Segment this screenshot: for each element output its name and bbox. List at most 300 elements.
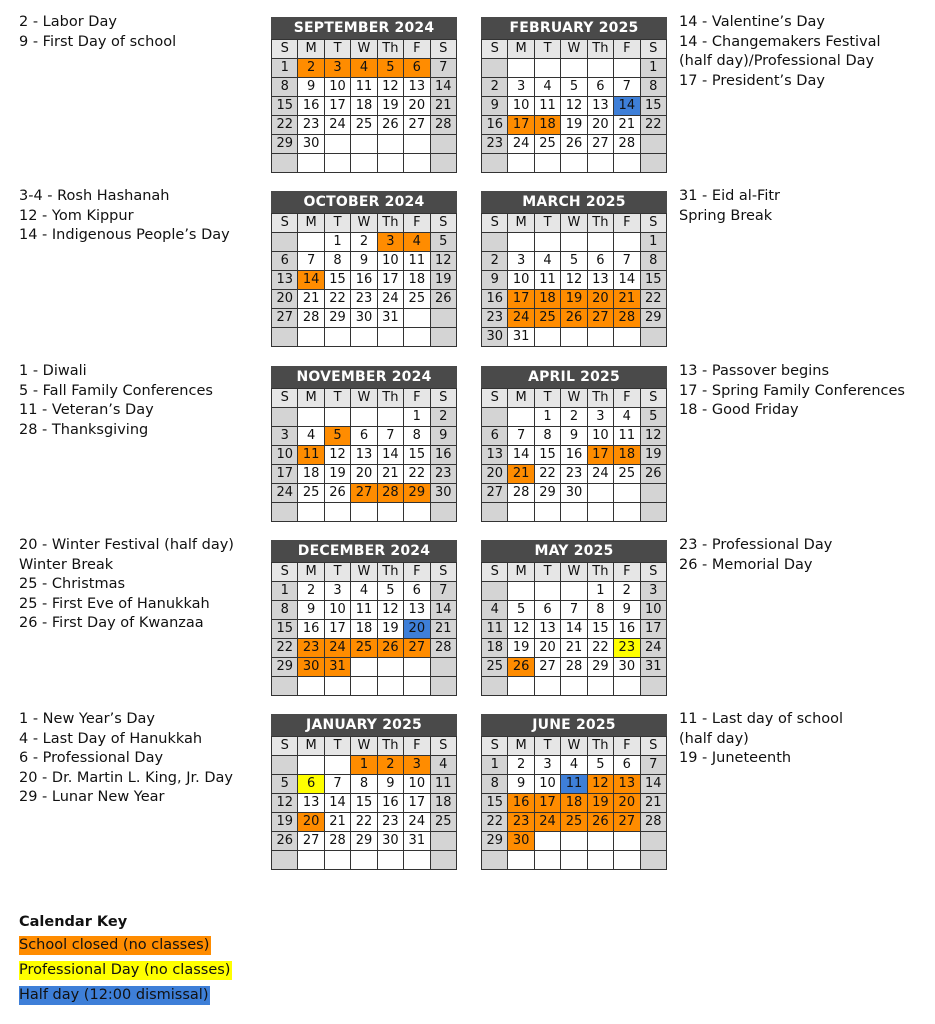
day-cell: 3 bbox=[324, 582, 350, 601]
day-cell: 24 bbox=[640, 639, 666, 658]
day-cell: 12 bbox=[377, 78, 403, 97]
key-closed: School closed (no classes) bbox=[19, 937, 210, 953]
note-line: 13 - Passover begins bbox=[679, 363, 830, 379]
month-grid bbox=[481, 562, 667, 696]
day-cell: 6 bbox=[587, 252, 613, 271]
note-line: 18 - Good Friday bbox=[679, 402, 799, 418]
day-cell: 21 bbox=[614, 290, 640, 309]
weekday-header: T bbox=[534, 40, 560, 59]
day-cell: 30 bbox=[614, 658, 640, 677]
day-cell: 15 bbox=[272, 620, 298, 639]
month-calendar bbox=[481, 191, 667, 347]
notes-left-4 bbox=[19, 710, 233, 808]
day-cell: 1 bbox=[640, 233, 666, 252]
key-half-day: Half day (12:00 dismissal) bbox=[19, 987, 209, 1003]
day-cell: 23 bbox=[298, 639, 324, 658]
day-cell: 6 bbox=[272, 252, 298, 271]
day-cell: 21 bbox=[614, 116, 640, 135]
empty-cell bbox=[430, 658, 456, 677]
empty-cell bbox=[324, 154, 350, 173]
day-cell: 6 bbox=[404, 59, 430, 78]
note-line: 28 - Thanksgiving bbox=[19, 421, 149, 438]
note-line: 25 - Christmas bbox=[19, 576, 126, 592]
weekday-header: S bbox=[430, 737, 456, 756]
note-line: 14 - Changemakers Festival bbox=[679, 33, 881, 50]
day-cell: 5 bbox=[377, 582, 403, 601]
month-title: MAY 2025 bbox=[481, 540, 667, 562]
day-cell: 22 bbox=[587, 639, 613, 658]
weekday-header: Th bbox=[377, 389, 403, 408]
calendar-key-title: Calendar Key bbox=[19, 914, 128, 930]
note-line: 6 - Professional Day bbox=[19, 750, 164, 766]
month-calendar bbox=[481, 366, 667, 522]
empty-cell bbox=[614, 233, 640, 252]
empty-cell bbox=[404, 503, 430, 522]
empty-cell bbox=[377, 154, 403, 173]
day-cell: 21 bbox=[430, 97, 456, 116]
weekday-header: T bbox=[324, 40, 350, 59]
empty-cell bbox=[377, 851, 403, 870]
empty-cell bbox=[272, 677, 298, 696]
note-line: 12 - Yom Kippur bbox=[19, 207, 134, 224]
empty-cell bbox=[298, 154, 324, 173]
day-cell: 11 bbox=[351, 78, 377, 97]
empty-cell bbox=[324, 328, 350, 347]
empty-cell bbox=[640, 154, 666, 173]
day-cell: 14 bbox=[430, 78, 456, 97]
day-cell: 20 bbox=[614, 794, 640, 813]
day-cell: 7 bbox=[430, 582, 456, 601]
note-line: Winter Break bbox=[19, 556, 114, 573]
notes-right-0 bbox=[679, 13, 881, 91]
day-cell: 8 bbox=[324, 252, 350, 271]
weekday-header: F bbox=[614, 214, 640, 233]
month-calendar bbox=[481, 714, 667, 870]
empty-cell bbox=[482, 677, 508, 696]
month-title: SEPTEMBER 2024 bbox=[271, 17, 457, 39]
day-cell: 1 bbox=[587, 582, 613, 601]
month-title: DECEMBER 2024 bbox=[271, 540, 457, 562]
empty-cell bbox=[404, 851, 430, 870]
day-cell: 27 bbox=[587, 135, 613, 154]
weekday-header: S bbox=[482, 737, 508, 756]
empty-cell bbox=[377, 503, 403, 522]
empty-cell bbox=[587, 154, 613, 173]
day-cell: 26 bbox=[561, 309, 587, 328]
day-cell: 2 bbox=[351, 233, 377, 252]
weekday-header: M bbox=[298, 563, 324, 582]
empty-cell bbox=[377, 677, 403, 696]
day-cell: 16 bbox=[482, 116, 508, 135]
day-cell: 14 bbox=[561, 620, 587, 639]
day-cell: 29 bbox=[482, 832, 508, 851]
day-cell: 20 bbox=[587, 116, 613, 135]
day-cell: 23 bbox=[351, 290, 377, 309]
day-cell: 20 bbox=[587, 290, 613, 309]
day-cell: 11 bbox=[561, 775, 587, 794]
weekday-header: M bbox=[298, 737, 324, 756]
day-cell: 18 bbox=[351, 620, 377, 639]
day-cell: 16 bbox=[298, 97, 324, 116]
day-cell: 30 bbox=[377, 832, 403, 851]
day-cell: 22 bbox=[534, 465, 560, 484]
day-cell: 29 bbox=[272, 658, 298, 677]
day-cell: 28 bbox=[430, 639, 456, 658]
day-cell: 17 bbox=[534, 794, 560, 813]
notes-left-0 bbox=[19, 13, 176, 52]
empty-cell bbox=[482, 59, 508, 78]
day-cell: 16 bbox=[298, 620, 324, 639]
empty-cell bbox=[561, 59, 587, 78]
empty-cell bbox=[482, 582, 508, 601]
empty-cell bbox=[324, 408, 350, 427]
empty-cell bbox=[272, 154, 298, 173]
key-professional-day: Professional Day (no classes) bbox=[19, 962, 231, 978]
weekday-header: S bbox=[640, 214, 666, 233]
day-cell: 2 bbox=[561, 408, 587, 427]
day-cell: 26 bbox=[377, 639, 403, 658]
month-calendar bbox=[271, 191, 457, 347]
day-cell: 29 bbox=[324, 309, 350, 328]
empty-cell bbox=[404, 309, 430, 328]
weekday-header: W bbox=[561, 737, 587, 756]
empty-cell bbox=[351, 658, 377, 677]
empty-cell bbox=[351, 154, 377, 173]
empty-cell bbox=[324, 756, 350, 775]
day-cell: 2 bbox=[298, 582, 324, 601]
day-cell: 9 bbox=[351, 252, 377, 271]
note-line: 11 - Last day of school bbox=[679, 711, 844, 727]
empty-cell bbox=[534, 503, 560, 522]
note-line: 11 - Veteran’s Day bbox=[19, 402, 154, 418]
weekday-header: S bbox=[272, 389, 298, 408]
notes-right-3 bbox=[679, 536, 832, 575]
empty-cell bbox=[587, 233, 613, 252]
day-cell: 1 bbox=[351, 756, 377, 775]
day-cell: 28 bbox=[298, 309, 324, 328]
day-cell: 2 bbox=[508, 756, 534, 775]
note-line: 26 - First Day of Kwanzaa bbox=[19, 615, 204, 631]
note-line: 26 - Memorial Day bbox=[679, 556, 813, 573]
day-cell: 9 bbox=[508, 775, 534, 794]
empty-cell bbox=[640, 328, 666, 347]
day-cell: 9 bbox=[482, 271, 508, 290]
day-cell: 4 bbox=[482, 601, 508, 620]
weekday-header: Th bbox=[587, 563, 613, 582]
day-cell: 22 bbox=[351, 813, 377, 832]
day-cell: 12 bbox=[324, 446, 350, 465]
empty-cell bbox=[404, 154, 430, 173]
day-cell: 15 bbox=[324, 271, 350, 290]
weekday-header: T bbox=[324, 737, 350, 756]
weekday-header: M bbox=[298, 214, 324, 233]
empty-cell bbox=[561, 328, 587, 347]
day-cell: 8 bbox=[640, 252, 666, 271]
weekday-header: Th bbox=[587, 214, 613, 233]
weekday-header: Th bbox=[377, 737, 403, 756]
weekday-header: W bbox=[351, 389, 377, 408]
day-cell: 23 bbox=[508, 813, 534, 832]
day-cell: 25 bbox=[404, 290, 430, 309]
note-line: 23 - Professional Day bbox=[679, 537, 833, 553]
notes-right-2 bbox=[679, 362, 905, 421]
day-cell: 3 bbox=[534, 756, 560, 775]
empty-cell bbox=[404, 135, 430, 154]
day-cell: 24 bbox=[587, 465, 613, 484]
day-cell: 28 bbox=[561, 658, 587, 677]
day-cell: 19 bbox=[377, 620, 403, 639]
day-cell: 3 bbox=[508, 252, 534, 271]
empty-cell bbox=[534, 582, 560, 601]
weekday-header: F bbox=[404, 563, 430, 582]
day-cell: 27 bbox=[534, 658, 560, 677]
notes-left-1 bbox=[19, 187, 230, 246]
day-cell: 5 bbox=[561, 78, 587, 97]
weekday-header: Th bbox=[587, 40, 613, 59]
day-cell: 7 bbox=[298, 252, 324, 271]
day-cell: 10 bbox=[377, 252, 403, 271]
weekday-header: S bbox=[482, 40, 508, 59]
weekday-header: T bbox=[534, 737, 560, 756]
note-line: 20 - Dr. Martin L. King, Jr. Day bbox=[19, 769, 233, 786]
day-cell: 2 bbox=[614, 582, 640, 601]
day-cell: 19 bbox=[272, 813, 298, 832]
empty-cell bbox=[614, 503, 640, 522]
empty-cell bbox=[614, 59, 640, 78]
day-cell: 19 bbox=[324, 465, 350, 484]
day-cell: 17 bbox=[377, 271, 403, 290]
day-cell: 26 bbox=[430, 290, 456, 309]
weekday-header: F bbox=[404, 737, 430, 756]
day-cell: 21 bbox=[430, 620, 456, 639]
day-cell: 22 bbox=[324, 290, 350, 309]
day-cell: 13 bbox=[614, 775, 640, 794]
day-cell: 29 bbox=[534, 484, 560, 503]
day-cell: 5 bbox=[640, 408, 666, 427]
day-cell: 16 bbox=[508, 794, 534, 813]
weekday-header: S bbox=[430, 563, 456, 582]
empty-cell bbox=[534, 59, 560, 78]
day-cell: 8 bbox=[272, 601, 298, 620]
day-cell: 3 bbox=[508, 78, 534, 97]
weekday-header: F bbox=[614, 737, 640, 756]
empty-cell bbox=[640, 503, 666, 522]
day-cell: 30 bbox=[508, 832, 534, 851]
empty-cell bbox=[482, 154, 508, 173]
day-cell: 28 bbox=[614, 309, 640, 328]
weekday-header: Th bbox=[587, 737, 613, 756]
empty-cell bbox=[272, 503, 298, 522]
empty-cell bbox=[351, 677, 377, 696]
day-cell: 21 bbox=[640, 794, 666, 813]
day-cell: 1 bbox=[534, 408, 560, 427]
day-cell: 1 bbox=[640, 59, 666, 78]
day-cell: 5 bbox=[324, 427, 350, 446]
empty-cell bbox=[430, 677, 456, 696]
day-cell: 15 bbox=[482, 794, 508, 813]
empty-cell bbox=[534, 832, 560, 851]
empty-cell bbox=[404, 658, 430, 677]
empty-cell bbox=[272, 328, 298, 347]
month-calendar bbox=[481, 540, 667, 696]
empty-cell bbox=[377, 408, 403, 427]
day-cell: 22 bbox=[640, 290, 666, 309]
day-cell: 11 bbox=[351, 601, 377, 620]
empty-cell bbox=[508, 154, 534, 173]
month-calendar bbox=[271, 540, 457, 696]
day-cell: 1 bbox=[324, 233, 350, 252]
empty-cell bbox=[508, 408, 534, 427]
empty-cell bbox=[482, 233, 508, 252]
day-cell: 27 bbox=[587, 309, 613, 328]
weekday-header: S bbox=[640, 563, 666, 582]
weekday-header: T bbox=[324, 214, 350, 233]
day-cell: 6 bbox=[587, 78, 613, 97]
weekday-header: M bbox=[508, 40, 534, 59]
day-cell: 25 bbox=[561, 813, 587, 832]
day-cell: 23 bbox=[298, 116, 324, 135]
day-cell: 5 bbox=[430, 233, 456, 252]
day-cell: 4 bbox=[614, 408, 640, 427]
empty-cell bbox=[614, 832, 640, 851]
day-cell: 15 bbox=[534, 446, 560, 465]
day-cell: 6 bbox=[614, 756, 640, 775]
day-cell: 24 bbox=[508, 309, 534, 328]
day-cell: 7 bbox=[508, 427, 534, 446]
day-cell: 24 bbox=[377, 290, 403, 309]
day-cell: 10 bbox=[508, 271, 534, 290]
day-cell: 22 bbox=[482, 813, 508, 832]
day-cell: 12 bbox=[508, 620, 534, 639]
calendar-key bbox=[19, 914, 232, 1011]
day-cell: 24 bbox=[324, 116, 350, 135]
weekday-header: M bbox=[508, 214, 534, 233]
day-cell: 11 bbox=[534, 97, 560, 116]
weekday-header: S bbox=[482, 214, 508, 233]
weekday-header: S bbox=[272, 563, 298, 582]
weekday-header: S bbox=[640, 40, 666, 59]
weekday-header: W bbox=[561, 563, 587, 582]
day-cell: 5 bbox=[272, 775, 298, 794]
day-cell: 4 bbox=[351, 59, 377, 78]
weekday-header: S bbox=[272, 40, 298, 59]
empty-cell bbox=[298, 756, 324, 775]
empty-cell bbox=[534, 851, 560, 870]
note-line: Spring Break bbox=[679, 207, 773, 224]
day-cell: 23 bbox=[614, 639, 640, 658]
day-cell: 26 bbox=[377, 116, 403, 135]
day-cell: 14 bbox=[640, 775, 666, 794]
empty-cell bbox=[430, 832, 456, 851]
day-cell: 7 bbox=[324, 775, 350, 794]
day-cell: 27 bbox=[404, 116, 430, 135]
note-line: 4 - Last Day of Hanukkah bbox=[19, 730, 203, 747]
empty-cell bbox=[587, 851, 613, 870]
empty-cell bbox=[351, 851, 377, 870]
day-cell: 5 bbox=[561, 252, 587, 271]
empty-cell bbox=[404, 328, 430, 347]
day-cell: 23 bbox=[377, 813, 403, 832]
empty-cell bbox=[561, 154, 587, 173]
day-cell: 18 bbox=[534, 290, 560, 309]
month-grid bbox=[271, 39, 457, 173]
day-cell: 17 bbox=[640, 620, 666, 639]
weekday-header: T bbox=[324, 563, 350, 582]
empty-cell bbox=[561, 677, 587, 696]
empty-cell bbox=[587, 677, 613, 696]
day-cell: 13 bbox=[482, 446, 508, 465]
day-cell: 2 bbox=[430, 408, 456, 427]
day-cell: 21 bbox=[298, 290, 324, 309]
day-cell: 27 bbox=[351, 484, 377, 503]
empty-cell bbox=[640, 851, 666, 870]
day-cell: 28 bbox=[377, 484, 403, 503]
empty-cell bbox=[640, 135, 666, 154]
day-cell: 11 bbox=[404, 252, 430, 271]
day-cell: 24 bbox=[404, 813, 430, 832]
empty-cell bbox=[377, 135, 403, 154]
weekday-header: M bbox=[508, 737, 534, 756]
day-cell: 25 bbox=[298, 484, 324, 503]
day-cell: 21 bbox=[377, 465, 403, 484]
day-cell: 30 bbox=[482, 328, 508, 347]
day-cell: 15 bbox=[404, 446, 430, 465]
month-grid bbox=[481, 736, 667, 870]
day-cell: 13 bbox=[351, 446, 377, 465]
day-cell: 29 bbox=[272, 135, 298, 154]
day-cell: 11 bbox=[534, 271, 560, 290]
day-cell: 25 bbox=[614, 465, 640, 484]
empty-cell bbox=[587, 484, 613, 503]
day-cell: 17 bbox=[272, 465, 298, 484]
empty-cell bbox=[298, 503, 324, 522]
weekday-header: S bbox=[430, 214, 456, 233]
day-cell: 15 bbox=[640, 97, 666, 116]
empty-cell bbox=[351, 503, 377, 522]
empty-cell bbox=[298, 328, 324, 347]
day-cell: 12 bbox=[561, 271, 587, 290]
day-cell: 28 bbox=[508, 484, 534, 503]
day-cell: 16 bbox=[351, 271, 377, 290]
empty-cell bbox=[272, 851, 298, 870]
day-cell: 15 bbox=[351, 794, 377, 813]
weekday-header: T bbox=[534, 389, 560, 408]
weekday-header: Th bbox=[377, 214, 403, 233]
day-cell: 2 bbox=[482, 252, 508, 271]
day-cell: 12 bbox=[640, 427, 666, 446]
day-cell: 26 bbox=[640, 465, 666, 484]
empty-cell bbox=[614, 677, 640, 696]
weekday-header: S bbox=[272, 737, 298, 756]
month-title: FEBRUARY 2025 bbox=[481, 17, 667, 39]
empty-cell bbox=[614, 328, 640, 347]
empty-cell bbox=[561, 233, 587, 252]
day-cell: 10 bbox=[324, 601, 350, 620]
day-cell: 11 bbox=[298, 446, 324, 465]
day-cell: 30 bbox=[351, 309, 377, 328]
day-cell: 9 bbox=[298, 601, 324, 620]
day-cell: 26 bbox=[561, 135, 587, 154]
weekday-header: T bbox=[324, 389, 350, 408]
day-cell: 10 bbox=[324, 78, 350, 97]
day-cell: 9 bbox=[298, 78, 324, 97]
empty-cell bbox=[351, 328, 377, 347]
day-cell: 19 bbox=[430, 271, 456, 290]
day-cell: 14 bbox=[324, 794, 350, 813]
day-cell: 7 bbox=[640, 756, 666, 775]
empty-cell bbox=[587, 59, 613, 78]
day-cell: 13 bbox=[534, 620, 560, 639]
